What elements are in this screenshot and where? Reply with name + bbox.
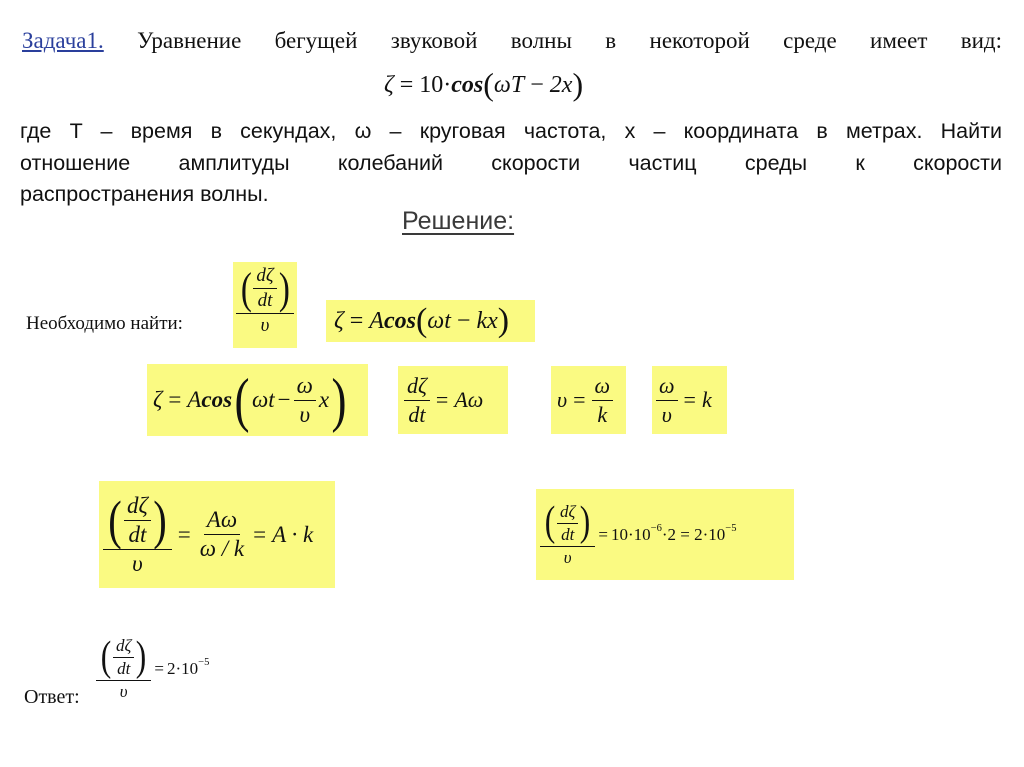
target-ratio-denominator: υ (260, 315, 270, 336)
ratio-lhs-fraction: ( $\frac{d\zeta}{dt}$ ) υ (103, 493, 172, 577)
omega-over-v-fraction: $\frac{\omega}{\upsilon}$ (656, 373, 678, 428)
description-line-2: отношение амплитуды колебаний скорости частиц среды к скорости (20, 151, 1002, 175)
derivative-fraction: $\frac{d\zeta}{dt}$ (124, 493, 151, 548)
need-to-find-label: Необходимо найти: (26, 313, 183, 334)
eq-equals: = (399, 72, 414, 98)
wave-number-box: $\frac{\omega}{\upsilon}$ = k (652, 366, 727, 434)
given-equation (384, 68, 583, 100)
wave-substitution-box: ζ = A cos ( ω t − $\frac{\omega}{\upsilon}$ x ) (147, 364, 368, 436)
description-line-3: распространения волны. (20, 182, 269, 206)
eq-fn: cos (451, 72, 484, 98)
answer-formula: ( $\frac{d\zeta}{dt}$ ) υ = $2\cdot 10^{-5}$ (96, 636, 209, 702)
answer-value: $2\cdot 10^{-5}$ (166, 657, 210, 678)
numeric-expression: $10\cdot 10^{-6}\cdot 2 = 2\cdot 10^{-5}$ (610, 522, 737, 544)
target-ratio-numerator: ( $\frac{d\zeta}{dt}$ ) (236, 265, 295, 314)
solution-heading: Решение: (402, 207, 515, 235)
eq-coef: 10 (419, 72, 444, 98)
derivative-fraction: $\frac{d\zeta}{dt}$ (404, 373, 430, 428)
description-line-1: где T – время в секундах, ω – круговая частота, x – координата в метрах. Найти (20, 119, 1002, 143)
eq-2x: 2x (549, 72, 573, 98)
answer-fraction: ( $\frac{d\zeta}{dt}$ ) υ (96, 636, 151, 702)
eq-time: T (510, 72, 525, 98)
target-ratio-box (233, 262, 297, 348)
general-wave-box: ζ = A cos ( ω t − kx ) (326, 300, 535, 342)
eq-lhs: ζ (384, 72, 394, 98)
problem-heading-line (22, 26, 1002, 56)
eq-dot: · (443, 72, 452, 98)
problem-label: Задача1. (22, 28, 104, 53)
derivative-fraction: $\frac{d\zeta}{dt}$ (557, 502, 578, 545)
omega-over-k-fraction: $\frac{\omega}{k}$ (592, 373, 614, 428)
eq-minus: − (530, 72, 544, 98)
answer-label: Ответ: (24, 686, 80, 708)
omega-over-v-fraction: $\frac{\omega}{\upsilon}$ (294, 373, 316, 428)
target-ratio-fraction (236, 265, 295, 337)
derivative-box: $\frac{d\zeta}{dt}$ = Aω (398, 366, 508, 434)
derivative-fraction: $\frac{d\zeta}{dt}$ (113, 636, 134, 679)
ratio-derivation-box: ( $\frac{d\zeta}{dt}$ ) υ = $\frac{A\omega}{\omega / k}$ = A · k (99, 481, 335, 588)
eq-lparen: ( (483, 66, 494, 102)
eq-omega: ω (493, 72, 511, 98)
eq-rparen: ) (572, 66, 584, 102)
numeric-result-box: ( $\frac{d\zeta}{dt}$ ) υ = $10\cdot 10^{-6}\cdot 2 = 2\cdot 10^{-5}$ (536, 489, 794, 580)
phase-velocity-box: υ = $\frac{\omega}{k}$ (551, 366, 626, 434)
numeric-lhs-fraction: ( $\frac{d\zeta}{dt}$ ) υ (540, 502, 595, 568)
problem-statement: Уравнение бегущей звуковой волны в некоторой среде имеет вид: (137, 28, 1002, 53)
derivative-fraction: $\frac{d\zeta}{dt}$ (253, 265, 276, 312)
ratio-middle-fraction: $\frac{A\omega}{\omega / k}$ (199, 507, 245, 561)
